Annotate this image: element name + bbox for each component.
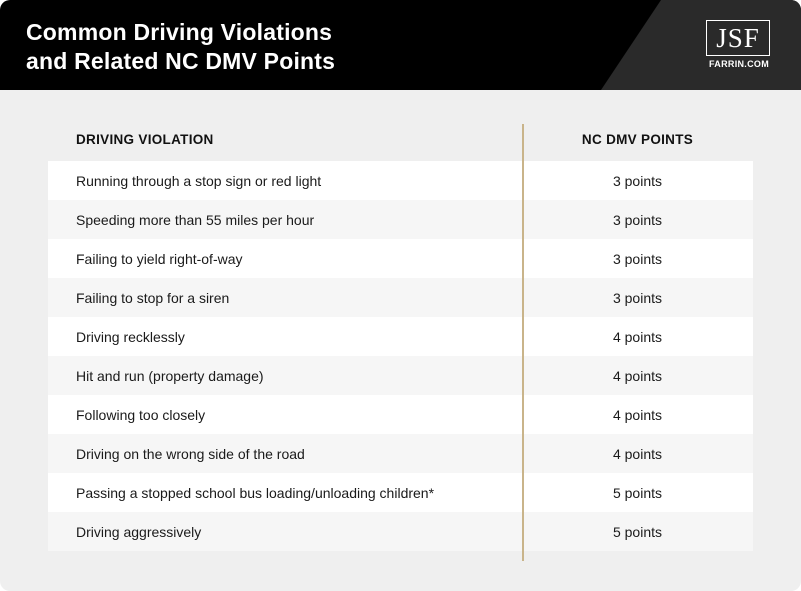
table-row <box>48 161 753 200</box>
points-cell: 4 points <box>612 445 663 462</box>
logo-mark: JSF <box>706 20 770 56</box>
violation-cell: Failing to stop for a siren <box>76 289 230 306</box>
logo-website: FARRIN.COM <box>709 59 769 69</box>
violation-cell: Passing a stopped school bus loading/unloading children* <box>76 484 435 501</box>
page-title <box>26 18 335 76</box>
violation-cell: Driving recklessly <box>76 328 185 345</box>
table-row <box>48 395 753 434</box>
title-line-1: Common Driving Violations <box>26 19 333 45</box>
violation-cell: Hit and run (property damage) <box>76 367 264 384</box>
header-nc-dmv-points: NC DMV POINTS <box>581 131 694 147</box>
violation-cell: Speeding more than 55 miles per hour <box>76 211 315 228</box>
points-cell: 3 points <box>612 172 663 189</box>
violation-cell: Failing to yield right-of-way <box>76 250 243 267</box>
column-divider <box>522 124 524 561</box>
points-cell: 3 points <box>612 211 663 228</box>
table-row <box>48 434 753 473</box>
violation-cell: Driving aggressively <box>76 523 202 540</box>
table-row <box>48 317 753 356</box>
table-row <box>48 239 753 278</box>
table-row <box>48 278 753 317</box>
points-cell: 3 points <box>612 250 663 267</box>
violation-cell: Driving on the wrong side of the road <box>76 445 305 462</box>
violation-cell: Running through a stop sign or red light <box>76 172 322 189</box>
table-row <box>48 473 753 512</box>
points-cell: 3 points <box>612 289 663 306</box>
violation-cell: Following too closely <box>76 406 206 423</box>
points-cell: 4 points <box>612 328 663 345</box>
violations-table <box>48 117 753 551</box>
header-banner <box>0 0 801 90</box>
points-cell: 5 points <box>612 484 663 501</box>
table-row <box>48 512 753 551</box>
points-cell: 4 points <box>612 406 663 423</box>
title-line-2: and Related NC DMV Points <box>26 48 336 74</box>
table-header <box>48 117 753 161</box>
table-row <box>48 200 753 239</box>
table-row <box>48 356 753 395</box>
points-cell: 4 points <box>612 367 663 384</box>
points-cell: 5 points <box>612 523 663 540</box>
header-driving-violation: DRIVING VIOLATION <box>76 131 214 147</box>
jsf-logo <box>706 20 772 69</box>
